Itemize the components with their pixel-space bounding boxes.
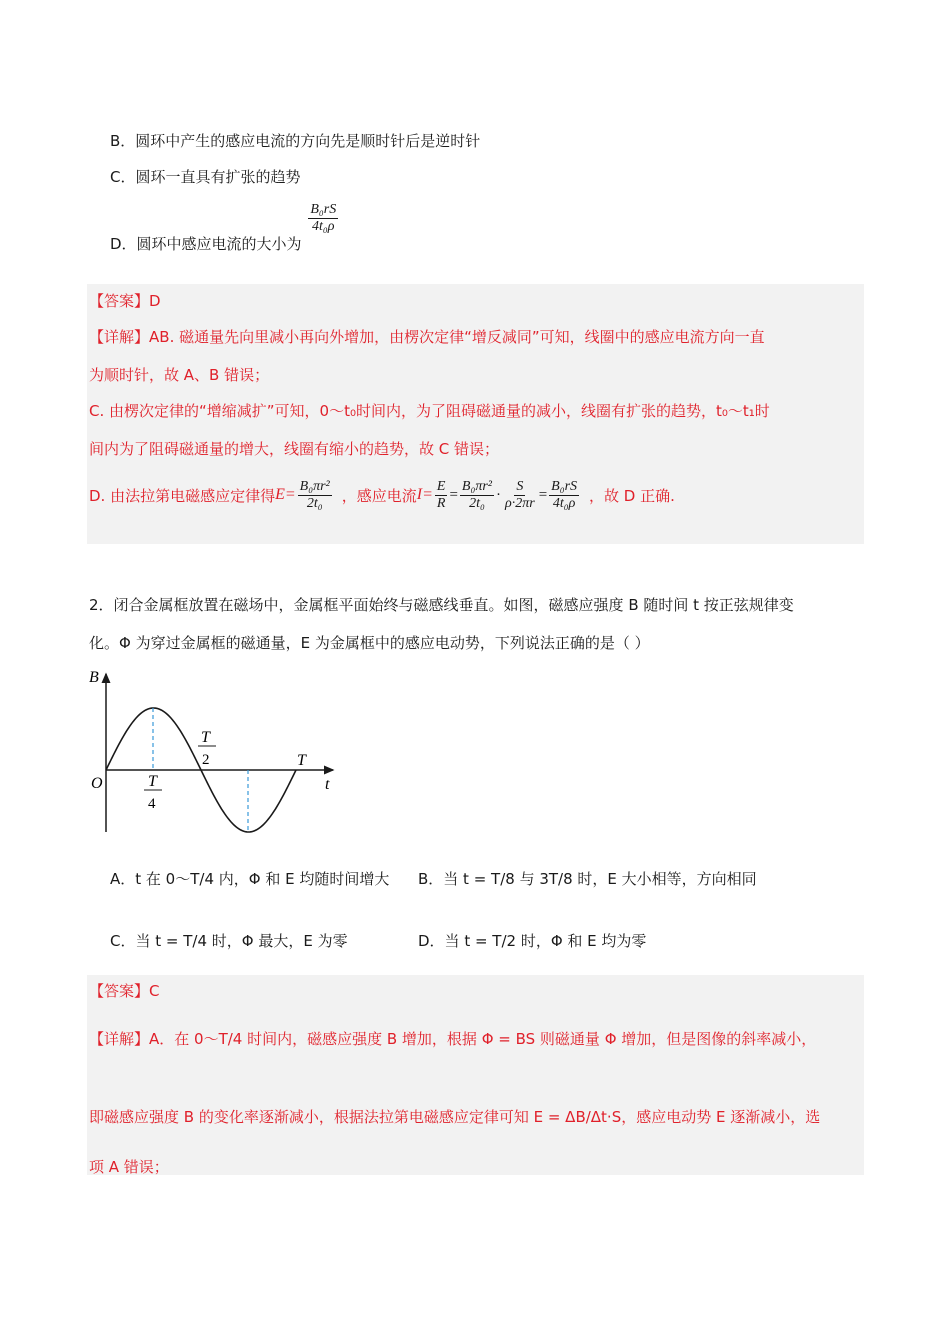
q2-stem-1: 2．闭合金属框放置在磁场中，金属框平面始终与磁感线垂直。如图，磁感应强度 B 随时间 t 按正弦规律变 [89,596,794,614]
origin-label: O [91,775,103,792]
detail-d-suffix: ，故 D 正确. [589,486,675,505]
q1-detail-c-2: 间内为了阻碍磁通量的增大，线圈有缩小的趋势，故 C 错误； [89,440,500,458]
detail-label: 【详解】 [89,328,150,346]
fraction-denominator: R [436,495,446,511]
q2-answer-box [87,975,864,1175]
emf-fraction [298,479,332,512]
q2-detail-1: 【详解】A．在 0～T/4 时间内，磁感应强度 B 增加，根据 Φ = BS 则磁通量 Φ 增加，但是图像的斜率减小， [89,1030,817,1048]
q1-option-b: B．圆环中产生的感应电流的方向先是顺时针后是逆时针 [110,132,481,150]
current-fraction-2 [460,479,494,512]
fraction-numerator: E [436,478,446,494]
fraction-denominator: 4t₀ρ [312,219,335,234]
tick-quarter-num: T [148,773,157,790]
current-fraction-1 [435,479,448,512]
q2-sine-graph [85,664,345,840]
q1-option-d-text: D．圆环中感应电流的大小为 [110,235,302,253]
y-axis-label: B [89,669,99,686]
fraction-denominator: 2t₀ [469,495,485,511]
q1-detail-ab [89,326,765,347]
fraction-denominator: 4t₀ρ [552,495,576,511]
q1-option-d [110,200,340,253]
current-fraction-3 [503,479,537,512]
q2-option-c: C．当 t = T/4 时，Φ 最大，E 为零 [110,932,348,950]
detail-d-mid: ，感应电流 [341,486,417,505]
q2-detail-3: 项 A 错误； [89,1158,169,1176]
tick-full-period: T [297,752,306,769]
q1-detail-d: D. 由法拉第电磁感应定律得 E= $\frac{\text{B₀πr²}}{\text{2t₀}}$ ，感应电流 I= $\frac{E}{R}$ = $\frac{\text{B₀πr²}}{\text{2t₀}}$ · $\frac{S}{\rho\cdot 2\pi r}$ = $\frac{\text{B₀rS}}{\text{4t₀ρ}}$ ，故 D 正确. [89,478,675,511]
fraction-numerator: S [516,478,524,494]
q1-option-d-fraction [308,202,338,235]
q1-option-c: C．圆环一直具有扩张的趋势 [110,168,301,186]
detail-d-prefix: D. 由法拉第电磁感应定律得 [89,486,276,505]
current-symbol: I= [416,486,433,503]
detail-ab-text: AB. 磁通量先向里减小再向外增加，由楞次定律“增反减同”可知，线圈中的感应电流方向一直 [149,328,765,346]
emf-symbol: E= [275,486,296,503]
q2-answer: 【答案】C [89,982,160,1000]
fraction-numerator: B₀rS [310,202,337,217]
fraction-numerator: B₀πr² [461,478,492,494]
fraction-numerator: B₀πr² [299,478,330,494]
q2-detail-2: 即磁感应强度 B 的变化率逐渐减小，根据法拉第电磁感应定律可知 E = ΔB/Δt·S，感应电动势 E 逐渐减小，选 [89,1108,821,1126]
fraction-denominator: ρ·2πr [505,495,535,511]
q2-option-a: A．t 在 0～T/4 内，Φ 和 E 均随时间增大 [110,870,390,888]
q1-answer: 【答案】D [89,292,161,310]
tick-half-den: 2 [202,752,210,768]
q2-option-b: B．当 t = T/8 与 3T/8 时，E 大小相等，方向相同 [418,870,757,888]
q2-stem-2: 化。Φ 为穿过金属框的磁通量，E 为金属框中的感应电动势，下列说法正确的是（ ） [89,634,650,652]
fraction-denominator: 2t₀ [306,495,323,511]
tick-half-num: T [201,729,210,746]
current-fraction-4 [549,479,579,512]
tick-quarter-den: 4 [148,796,156,812]
x-axis-label: t [325,776,330,793]
q1-detail-c-1: C. 由楞次定律的“增缩减扩”可知，0～t₀时间内，为了阻碍磁通量的减小，线圈有扩张的趋势，t₀～t₁时 [89,402,770,420]
fraction-numerator: B₀rS [551,478,578,494]
q1-detail-ab-2: 为顺时针，故 A、B 错误； [89,366,270,384]
q2-option-d: D．当 t = T/2 时，Φ 和 E 均为零 [418,932,647,950]
